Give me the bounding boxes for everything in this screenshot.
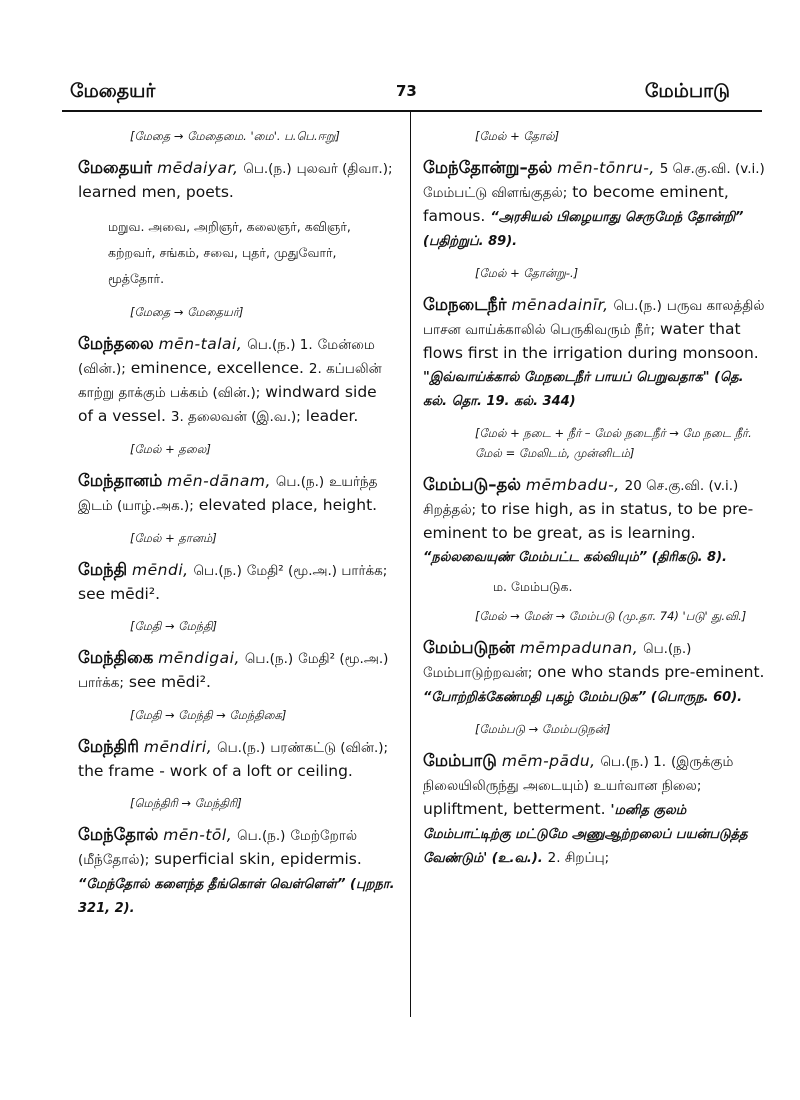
quotation: 'மனித குலம் மேம்பாட்டிற்கு மட்டுமே அணுஆற்றலைப் பயன்படுத்த வேண்டும்' (உ.வ.).: [423, 803, 748, 866]
headword: மேந்தோன்று–தல்: [423, 158, 553, 177]
english-definition: learned men, poets.: [78, 183, 234, 201]
tamil-definition: பருவ காலத்தில் பாசன வாய்க்காலில் பெருகிவரும் நீர்;: [423, 298, 765, 338]
quotation: “மேந்தோல் களைந்த தீங்கொள் வெள்ளெள்” (புறநா. 321, 2).: [78, 877, 395, 916]
tamil-definition: 3. தலைவன் (இ.வ.);: [170, 409, 301, 425]
english-definition: windward side of a vessel.: [78, 383, 377, 425]
part-of-speech: பெ.(ந.): [193, 563, 242, 579]
dictionary-entry: [78, 332, 396, 429]
dictionary-entry: [78, 646, 396, 695]
dictionary-entry: [78, 469, 396, 518]
transliteration: mēdaiyar,: [157, 159, 239, 177]
etymology: [மேம்படு → மேம்படுநன்]: [475, 722, 611, 736]
tamil-definition: பரண்கட்டு (வின்.);: [270, 740, 389, 756]
headword: மேந்தி: [78, 560, 128, 579]
synonyms: மறுவ. அவை, அறிஞர், கலைஞர், கவிஞர், கற்றவர், சங்கம், சவை, புதர், முதுவோர், மூத்தோர்.: [108, 219, 351, 286]
english-definition: superficial skin, epidermis.: [154, 850, 362, 868]
english-definition: elevated place, height.: [198, 496, 378, 514]
dictionary-entry: [78, 823, 396, 920]
transliteration: mēmpadunan,: [519, 639, 639, 657]
dictionary-entry: [78, 558, 396, 606]
tamil-definition: மேற்றோல் (மீந்தோல்);: [78, 828, 358, 868]
english-definition: see mēdi².: [128, 673, 211, 691]
part-of-speech: பெ.(ந.): [613, 298, 662, 314]
headword: மேம்படுநன்: [423, 638, 515, 657]
quotation: “நல்லவையுண் மேம்பட்ட கல்வியும்” (திரிகடு. 8).: [423, 550, 727, 565]
part-of-speech: பெ.(ந.): [237, 828, 286, 844]
dictionary-entry: [78, 735, 396, 783]
english-definition: leader.: [305, 407, 359, 425]
running-head-right: மேம்பாடு: [644, 80, 730, 102]
tamil-definition: 2. சிறப்பு;: [547, 850, 610, 866]
right-column: [423, 112, 766, 874]
quotation: “போற்றிக்கேண்மதி புகழ் மேம்படுக” (பொருந. 60).: [423, 690, 743, 705]
etymology: [மேல் + தானம்]: [130, 531, 217, 545]
english-definition: eminence, excellence.: [130, 359, 304, 377]
transliteration: mēn-tōnru-,: [557, 159, 655, 177]
english-definition: one who stands pre-eminent.: [537, 663, 765, 681]
etymology: [மேல் + தோன்று-.]: [475, 266, 579, 280]
etymology: [மேல் + நடை + நீர் – மேல் நடைநீர் → மே நடை நீர். மேல் = மேலிடம், முன்னிடம்]: [475, 426, 752, 460]
headword: மேந்தலை: [78, 334, 154, 353]
tamil-definition: புலவர் (திவா.);: [296, 161, 393, 177]
running-head-left: மேதையர்: [70, 80, 156, 102]
tamil-definition: மேதி² (மூ.அ.) பார்க்க;: [246, 563, 388, 579]
transliteration: mēnadainīr,: [511, 296, 609, 314]
transliteration: mēm-pādu,: [501, 752, 596, 770]
part-of-speech: 5 செ.கு.வி. (v.i.): [659, 161, 765, 177]
tamil-definition: மேன்மை (வின்.);: [78, 337, 375, 377]
transliteration: mēn-dānam,: [167, 472, 271, 490]
tamil-definition: (இருக்கும் நிலையிலிருந்து அடையும்) உயர்வான நிலை;: [423, 754, 734, 794]
etymology: [மேதி → மேந்தி]: [130, 619, 217, 633]
dictionary-entry: [78, 156, 396, 204]
transliteration: mēndi,: [132, 561, 189, 579]
dictionary-entry: [423, 473, 766, 569]
quotation: "இவ்வாய்க்கால் மேநடைநீர் பாயப் பெறுவதாக" (தெ. கல். தொ. 19. கல். 344): [423, 370, 744, 409]
page-number: 73: [396, 82, 417, 100]
tamil-definition: சிறத்தல்;: [423, 502, 477, 518]
transliteration: mēn-tōl,: [163, 826, 233, 844]
transliteration: mēmbadu-,: [525, 476, 620, 494]
headword: மேந்திரி: [78, 737, 139, 756]
tamil-definition: மேம்பட்டு விளங்குதல்;: [423, 185, 568, 201]
etymology: [மேதை → மேதைமை. 'மை'. ப.பெ.ஈறு]: [130, 129, 340, 143]
english-definition: the frame - work of a loft or ceiling.: [78, 762, 353, 780]
part-of-speech: 20 செ.கு.வி. (v.i.): [624, 478, 739, 494]
quotation: “அரசியல் பிழையாது செருமேந் தோன்றி” (பதிற்றுப். 89).: [423, 210, 744, 249]
transliteration: mēn-talai,: [158, 335, 243, 353]
headword: மேந்தானம்: [78, 471, 163, 490]
headword: மேதையர்: [78, 158, 153, 177]
english-definition: water that flows first in the irrigation during monsoon.: [423, 320, 759, 362]
tamil-definition: மேதி² (மூ.அ.) பார்க்க;: [78, 651, 389, 691]
part-of-speech: பெ.(ந.): [243, 161, 292, 177]
part-of-speech: பெ.(ந.): [643, 641, 692, 657]
left-column: [78, 112, 396, 924]
transliteration: mēndigai,: [158, 649, 240, 667]
part-of-speech: பெ.(ந.) 1.: [600, 754, 667, 770]
dictionary-entry: [423, 293, 766, 413]
cognate-note: ம. மேம்படுக.: [493, 579, 573, 594]
dictionary-entry: [423, 156, 766, 253]
english-definition: see mēdi².: [78, 585, 160, 603]
part-of-speech: பெ.(ந.): [244, 651, 294, 667]
headword: மேம்பாடு: [423, 751, 497, 770]
column-divider: [410, 112, 411, 1017]
headword: மேம்படு–தல்: [423, 475, 521, 494]
tamil-definition: உயர்ந்த இடம் (யாழ்.அக.);: [78, 474, 378, 514]
part-of-speech: பெ.(ந.) 1.: [247, 337, 313, 353]
etymology: [மேதை → மேதையர்]: [130, 305, 244, 319]
etymology: [மெந்திரி → மேந்திரி]: [130, 796, 242, 810]
headword: மேந்தோல்: [78, 825, 159, 844]
english-definition: to rise high, as in status, to be pre-eminent to be great, as is learning.: [423, 500, 754, 542]
dictionary-entry: [423, 636, 766, 709]
etymology: [மேல் → மேன் → மேம்படு (மு.தா. 74) 'படு' து.வி.]: [475, 609, 747, 623]
tamil-definition: மேம்பாடுற்றவன்;: [423, 665, 533, 681]
headword: மேந்திகை: [78, 648, 154, 667]
dictionary-entry: [423, 749, 766, 870]
headword: மேநடைநீர்: [423, 295, 507, 314]
tamil-definition: 2. கப்பலின் காற்று தாக்கும் பக்கம் (வின்.);: [78, 361, 382, 401]
english-definition: to become eminent, famous.: [423, 183, 729, 225]
part-of-speech: பெ.(ந.): [217, 740, 266, 756]
english-definition: upliftment, betterment.: [423, 800, 606, 818]
transliteration: mēndiri,: [143, 738, 213, 756]
etymology: [மேல் + தோல்]: [475, 129, 560, 143]
etymology: [மேல் + தலை]: [130, 442, 211, 456]
etymology: [மேதி → மேந்தி → மேந்திகை]: [130, 708, 287, 722]
part-of-speech: பெ.(ந.): [275, 474, 325, 490]
